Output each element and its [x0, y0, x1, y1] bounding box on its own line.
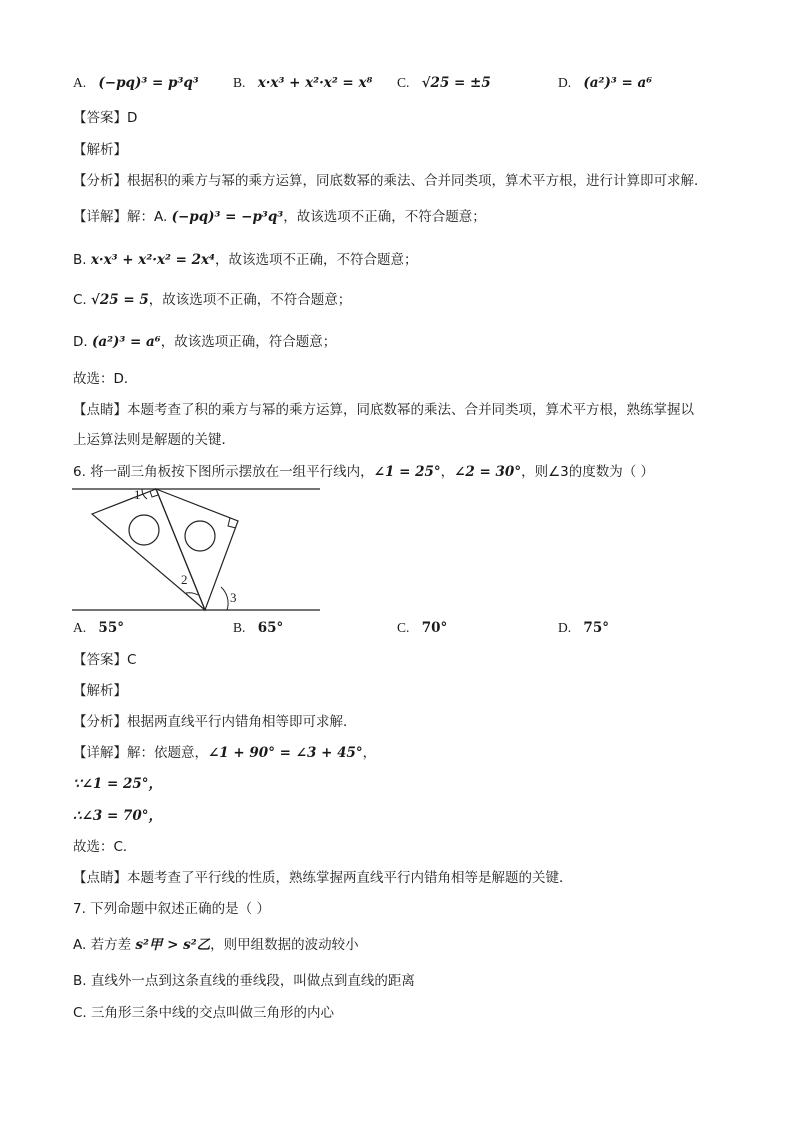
q5-jiexi: 【解析】 [73, 142, 127, 158]
stem-suffix: ，则∠3的度数为（ ） [521, 464, 655, 480]
q6-option-d [558, 618, 609, 638]
right-set-square-hole [185, 521, 215, 551]
stem-sep: ， [440, 464, 455, 480]
detail-expr: x·x³ + x²·x² = 2x⁴ [90, 252, 215, 268]
detail-end: ， [362, 745, 377, 761]
detail-text: ，故该选项不正确，不符合题意； [148, 292, 352, 308]
option-key: C. [397, 75, 410, 90]
q5-detail-c [73, 290, 351, 310]
option-expr: (−pq)³ = p³q³ [98, 75, 199, 91]
q6-option-c [397, 618, 447, 638]
detail-prefix: 【详解】解：依题意， [73, 745, 208, 761]
option-a-prefix: A. 若方差 [73, 937, 132, 953]
detail-expr: ∠1 + 90° = ∠3 + 45° [208, 745, 363, 761]
q5-option-d [558, 73, 652, 93]
q6-because: ∵∠1 = 25°， [73, 776, 163, 792]
detail-expr: (a²)³ = a⁶ [91, 334, 161, 350]
detail-text: ，故该选项正确，符合题意； [160, 334, 337, 350]
q7-option-a [73, 935, 359, 955]
q5-fenxi: 【分析】根据积的乘方与幂的乘方运算，同底数幂的乘法、合并同类项，算术平方根，进行计算即可求解． [73, 173, 708, 189]
option-key: B. [233, 620, 246, 635]
q5-option-c [397, 73, 491, 93]
q5-choose: 故选：D． [73, 371, 138, 387]
option-key: D. [558, 620, 572, 635]
q5-dianjing-1: 【点睛】本题考查了积的乘方与幂的乘方运算，同底数幂的乘法、合并同类项，算术平方根，熟练掌握以 [73, 402, 694, 418]
q5-dianjing-2: 上运算法则是解题的关键． [73, 432, 235, 448]
figure-svg [70, 483, 322, 613]
option-expr: x·x³ + x²·x² = x⁸ [257, 75, 373, 91]
option-value: 65° [257, 620, 284, 636]
option-a-expr: s²甲 > s²乙 [135, 937, 211, 953]
option-key: B. [233, 75, 246, 90]
detail-expr: (−pq)³ = −p³q³ [171, 209, 284, 225]
q5-detail-d [73, 332, 336, 352]
detail-text: ，故该选项不正确，不符合题意； [214, 252, 418, 268]
detail-prefix: B. [73, 252, 87, 268]
q7-stem: 7. 下列命题中叙述正确的是（ ） [73, 901, 270, 917]
option-key: A. [73, 620, 87, 635]
q5-answer: 【答案】D [73, 110, 138, 126]
detail-prefix: C. [73, 292, 87, 308]
right-set-square [156, 489, 238, 610]
option-value: 55° [98, 620, 124, 636]
q5-option-b [233, 73, 372, 93]
q5-detail-b [73, 250, 417, 270]
q6-choose: 故选：C． [73, 839, 137, 855]
option-key: D. [558, 75, 572, 90]
option-a-suffix: ，则甲组数据的波动较小 [210, 937, 359, 953]
parallel-lines-triangles-figure [70, 483, 322, 613]
q6-option-a [73, 618, 124, 638]
q6-stem [73, 462, 654, 482]
option-key: A. [73, 75, 87, 90]
angle-label-3: 3 [230, 590, 237, 605]
angle-3-arc [221, 587, 228, 610]
q5-option-a [73, 73, 199, 93]
option-expr: (a²)³ = a⁶ [583, 75, 653, 91]
q7-option-c: C. 三角形三条中线的交点叫做三角形的内心 [73, 1005, 335, 1021]
q6-fenxi: 【分析】根据两直线平行内错角相等即可求解． [73, 714, 357, 730]
left-set-square-hole [129, 515, 159, 545]
q5-detail-a [73, 207, 486, 227]
option-value: 75° [583, 620, 609, 636]
q6-dianjing: 【点睛】本题考查了平行线的性质，熟练掌握两直线平行内错角相等是解题的关键． [73, 870, 573, 886]
stem-angle1: ∠1 = 25° [373, 464, 441, 480]
angle-label-2: 2 [181, 572, 188, 587]
stem-prefix: 6. 将一副三角板按下图所示摆放在一组平行线内， [73, 464, 374, 480]
detail-expr: √25 = 5 [91, 292, 149, 308]
angle-label-1: 1 [134, 487, 141, 502]
detail-text: ，故该选项不正确，不符合题意； [283, 209, 486, 225]
stem-angle2: ∠2 = 30° [454, 464, 522, 480]
q6-option-b [233, 618, 283, 638]
q7-option-b: B. 直线外一点到这条直线的垂线段，叫做点到直线的距离 [73, 973, 415, 989]
option-key: C. [397, 620, 410, 635]
option-value: 70° [421, 620, 448, 636]
detail-prefix: 【详解】解：A. [73, 209, 168, 225]
q6-answer: 【答案】C [73, 652, 137, 668]
left-set-square [92, 489, 205, 610]
option-expr: √25 = ±5 [421, 75, 491, 91]
q6-therefore: ∴∠3 = 70°， [73, 808, 163, 824]
detail-prefix: D. [73, 334, 88, 350]
q6-detail [73, 743, 376, 763]
q6-jiexi: 【解析】 [73, 683, 127, 699]
